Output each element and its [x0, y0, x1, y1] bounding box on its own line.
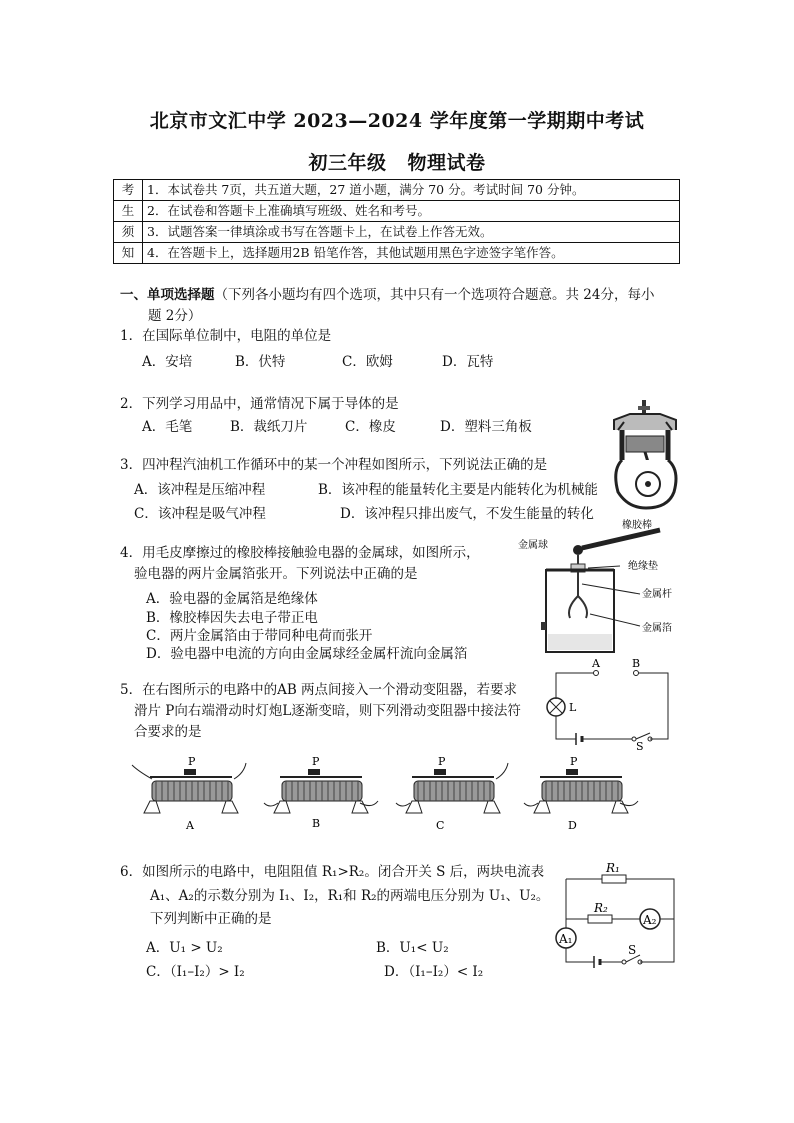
choice-label-a: A: [186, 819, 194, 832]
q4-option-c: C．两片金属箔由于带同种电荷而张开: [146, 628, 373, 644]
q2-option-c: C．橡皮: [345, 419, 396, 435]
q1-option-b: B．伏特: [235, 354, 286, 370]
q2-stem: 2．下列学习用品中，通常情况下属于导体的是: [120, 396, 399, 412]
notice-side-char: 考: [114, 180, 143, 201]
rheostat-choice-d: [520, 755, 640, 835]
label-metal-foil: 金属箔: [642, 623, 672, 634]
q5-label-switch: S: [636, 740, 644, 753]
q6-label-r2: R₂: [594, 901, 608, 915]
notice-side-char: 生: [114, 201, 143, 222]
q6-option-c: C．（I₁–I₂）> I₂: [146, 964, 245, 980]
exam-subtitle: 初三年级 物理试卷: [308, 152, 486, 174]
q6-label-r1: R₁: [606, 861, 620, 875]
q6-option-d: D．（I₁–I₂）< I₂: [384, 964, 484, 980]
q3-option-a: A．该冲程是压缩冲程: [134, 482, 266, 498]
notice-side-char: 知: [114, 243, 143, 264]
q6-label-a2: A₂: [643, 913, 657, 927]
q6-label-switch: S: [628, 943, 637, 957]
exam-title: 北京市文汇中学 2023—2024 学年度第一学期期中考试: [149, 110, 645, 132]
rheostat-choice-b: [260, 755, 380, 835]
q6-label-a1: A₁: [559, 932, 573, 946]
rheostat-choice-a: [130, 755, 250, 835]
q5-label-b: B: [632, 657, 641, 670]
electroscope-diagram: [510, 518, 690, 658]
q1-option-c: C．欧姆: [342, 354, 393, 370]
q3-option-d: D．该冲程只排出废气，不发生能量的转化: [340, 506, 594, 522]
q4-stem-line1: 4．用毛皮摩擦过的橡胶棒接触验电器的金属球，如图所示，: [120, 545, 480, 561]
q2-option-a: A．毛笔: [142, 419, 193, 435]
q2-option-d: D．塑料三角板: [440, 419, 532, 435]
section-heading: [120, 285, 654, 306]
slider-label: P: [312, 755, 320, 768]
q5-label-lamp: L: [569, 701, 577, 714]
q6-stem-line3: 下列判断中正确的是: [150, 911, 272, 927]
choice-label-b: B: [312, 817, 321, 830]
q6-circuit-diagram: [552, 858, 680, 968]
slider-label: P: [570, 755, 578, 768]
engine-diagram: [608, 400, 688, 512]
notice-side-char: 须: [114, 222, 143, 243]
q6-stem-line2: A₁、A₂的示数分别为 I₁、I₂，R₁和 R₂的两端电压分别为 U₁、U₂。: [150, 888, 550, 904]
q5-stem-line1: 5．在右图所示的电路中的AB 两点间接入一个滑动变阻器，若要求: [120, 682, 518, 698]
q3-option-c: C．该冲程是吸气冲程: [134, 506, 266, 522]
slider-label: P: [188, 755, 196, 768]
section-desc: （下列各小题均有四个选项，其中只有一个选项符合题意。共 24分，每小: [214, 287, 655, 303]
rheostat-choice-c: [392, 755, 512, 835]
label-metal-rod: 金属杆: [642, 589, 672, 600]
choice-label-c: C: [436, 819, 445, 832]
section-title: 一、单项选择题: [120, 287, 215, 303]
label-insulator: 绝缘垫: [628, 561, 658, 572]
q1-option-d: D．瓦特: [442, 354, 494, 370]
q3-option-b: B．该冲程的能量转化主要是内能转化为机械能: [318, 482, 598, 498]
q4-option-b: B．橡胶棒因失去电子带正电: [146, 610, 318, 626]
q5-label-a: A: [592, 657, 600, 670]
notice-item: 3．试题答案一律填涂或书写在答题卡上，在试卷上作答无效。: [143, 222, 680, 243]
notice-item: 1．本试卷共 7页，共五道大题，27 道小题，满分 70 分。考试时间 70 分钟。: [143, 180, 680, 201]
notice-item: 4．在答题卡上，选择题用2B 铅笔作答，其他试题用黑色字迹签字笔作答。: [143, 243, 680, 264]
q2-option-b: B．裁纸刀片: [230, 419, 308, 435]
q4-stem-line2: 验电器的两片金属箔张开。下列说法中正确的是: [134, 566, 418, 582]
q6-option-a: A．U₁ > U₂: [146, 940, 223, 956]
q5-stem-line3: 合要求的是: [134, 724, 202, 740]
slider-label: P: [438, 755, 446, 768]
section-desc-cont: 题 2分）: [148, 308, 202, 324]
q1-option-a: A．安培: [142, 354, 193, 370]
notice-table: [113, 179, 680, 264]
q5-stem-line2: 滑片 P向右端滑动时灯炮L逐渐变暗，则下列滑动变阻器中接法符: [134, 703, 521, 719]
notice-item: 2．在试卷和答题卡上准确填写班级、姓名和考号。: [143, 201, 680, 222]
q5-circuit-diagram: [540, 655, 680, 753]
q4-option-a: A．验电器的金属箔是绝缘体: [146, 591, 318, 607]
choice-label-d: D: [568, 819, 577, 832]
label-metal-ball: 金属球: [518, 540, 548, 551]
q6-stem-line1: 6．如图所示的电路中，电阻阻值 R₁>R₂。闭合开关 S 后，两块电流表: [120, 864, 545, 880]
q6-option-b: B．U₁< U₂: [376, 940, 449, 956]
label-rubber-rod: 橡胶棒: [622, 520, 652, 531]
q4-option-d: D．验电器中电流的方向由金属球经金属杆流向金属箔: [146, 646, 468, 662]
q3-stem: 3．四冲程汽油机工作循环中的某一个冲程如图所示，下列说法正确的是: [120, 457, 548, 473]
q1-stem: 1．在国际单位制中，电阻的单位是: [120, 328, 332, 344]
